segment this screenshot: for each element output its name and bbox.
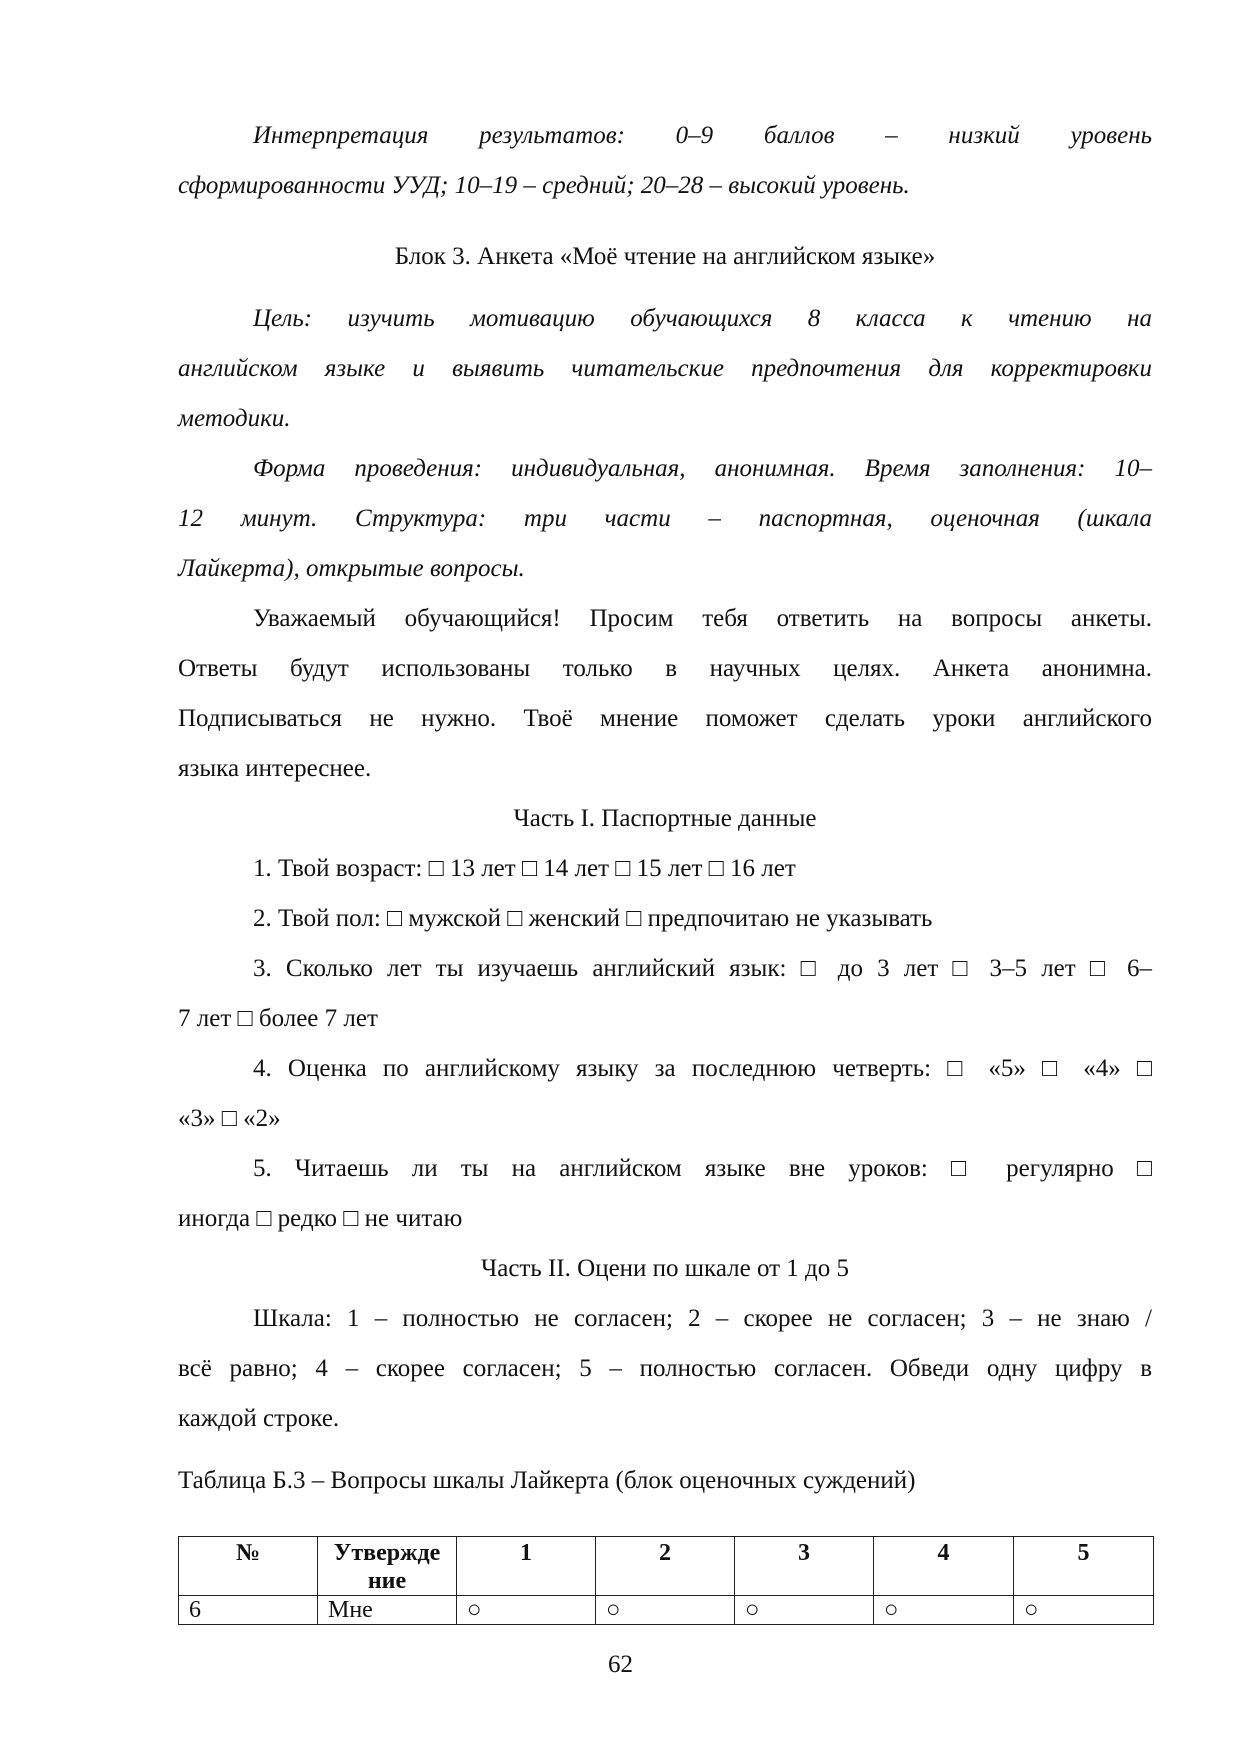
table-header-number: № — [179, 1537, 318, 1596]
intro-line-1: Уважаемый обучающийся! Просим тебя ответить на вопросы анкеты. — [253, 605, 1152, 632]
block-title: Блок 3. Анкета «Моё чтение на английском языке» — [394, 243, 936, 270]
radio-option-3[interactable]: ○ — [735, 1596, 874, 1625]
question-3-line-1: 3. Сколько лет ты изучаешь английский язык: □ до 3 лет □ 3–5 лет □ 6– — [253, 955, 1152, 982]
table-caption: Таблица Б.3 – Вопросы шкалы Лайкерта (блок оценочных суждений) — [178, 1467, 916, 1494]
radio-option-4[interactable]: ○ — [874, 1596, 1014, 1625]
table-header-row — [179, 1537, 1154, 1596]
table-header-5: 5 — [1014, 1537, 1154, 1596]
page-number: 62 — [608, 1651, 633, 1678]
scale-line-3: каждой строке. — [178, 1405, 340, 1432]
radio-option-5[interactable]: ○ — [1014, 1596, 1154, 1625]
table-header-2: 2 — [596, 1537, 735, 1596]
table-header-4: 4 — [874, 1537, 1014, 1596]
table-row — [179, 1596, 1154, 1625]
goal-line-1: Цель: изучить мотивацию обучающихся 8 класса к чтению на — [253, 305, 1152, 332]
goal-line-3: методики. — [178, 405, 291, 432]
row-number: 6 — [179, 1596, 318, 1625]
scale-line-1: Шкала: 1 – полностью не согласен; 2 – скорее не согласен; 3 – не знаю / — [253, 1305, 1152, 1332]
question-5-line-1: 5. Читаешь ли ты на английском языке вне уроков: □ регулярно □ — [253, 1155, 1152, 1182]
form-line-3: Лайкерта), открытые вопросы. — [178, 555, 525, 582]
table-header-statement: Утвержде ние — [318, 1537, 457, 1596]
question-2: 2. Твой пол: □ мужской □ женский □ предпочитаю не указывать — [253, 905, 933, 932]
intro-line-3: Подписываться не нужно. Твоё мнение поможет сделать уроки английского — [178, 705, 1152, 732]
question-4-line-2: «3» □ «2» — [178, 1105, 281, 1132]
intro-line-2: Ответы будут использованы только в научных целях. Анкета анонимна. — [178, 655, 1152, 682]
radio-option-1[interactable]: ○ — [457, 1596, 596, 1625]
interpretation-line-2: сформированности УУД; 10–19 – средний; 20–28 – высокий уровень. — [178, 172, 910, 199]
goal-line-2: английском языке и выявить читательские предпочтения для корректировки — [178, 355, 1152, 382]
question-5-line-2: иногда □ редко □ не читаю — [178, 1205, 463, 1232]
scale-line-2: всё равно; 4 – скорее согласен; 5 – полностью согласен. Обведи одну цифру в — [178, 1355, 1152, 1382]
interpretation-line-1: Интерпретация результатов: 0–9 баллов – низкий уровень — [253, 122, 1152, 149]
part1-title: Часть I. Паспортные данные — [513, 805, 817, 832]
intro-line-4: языка интереснее. — [178, 755, 372, 782]
table-header-3: 3 — [735, 1537, 874, 1596]
likert-table — [178, 1536, 1154, 1625]
question-4-line-1: 4. Оценка по английскому языку за последнюю четверть: □ «5» □ «4» □ — [253, 1055, 1152, 1082]
form-line-2: 12 минут. Структура: три части – паспортная, оценочная (шкала — [178, 505, 1152, 532]
form-line-1: Форма проведения: индивидуальная, анонимная. Время заполнения: 10– — [253, 455, 1152, 482]
table-header-1: 1 — [457, 1537, 596, 1596]
part2-title: Часть II. Оцени по шкале от 1 до 5 — [480, 1255, 850, 1282]
row-statement: Мне — [318, 1596, 457, 1625]
question-3-line-2: 7 лет □ более 7 лет — [178, 1005, 378, 1032]
radio-option-2[interactable]: ○ — [596, 1596, 735, 1625]
question-1: 1. Твой возраст: □ 13 лет □ 14 лет □ 15 лет □ 16 лет — [253, 855, 796, 882]
